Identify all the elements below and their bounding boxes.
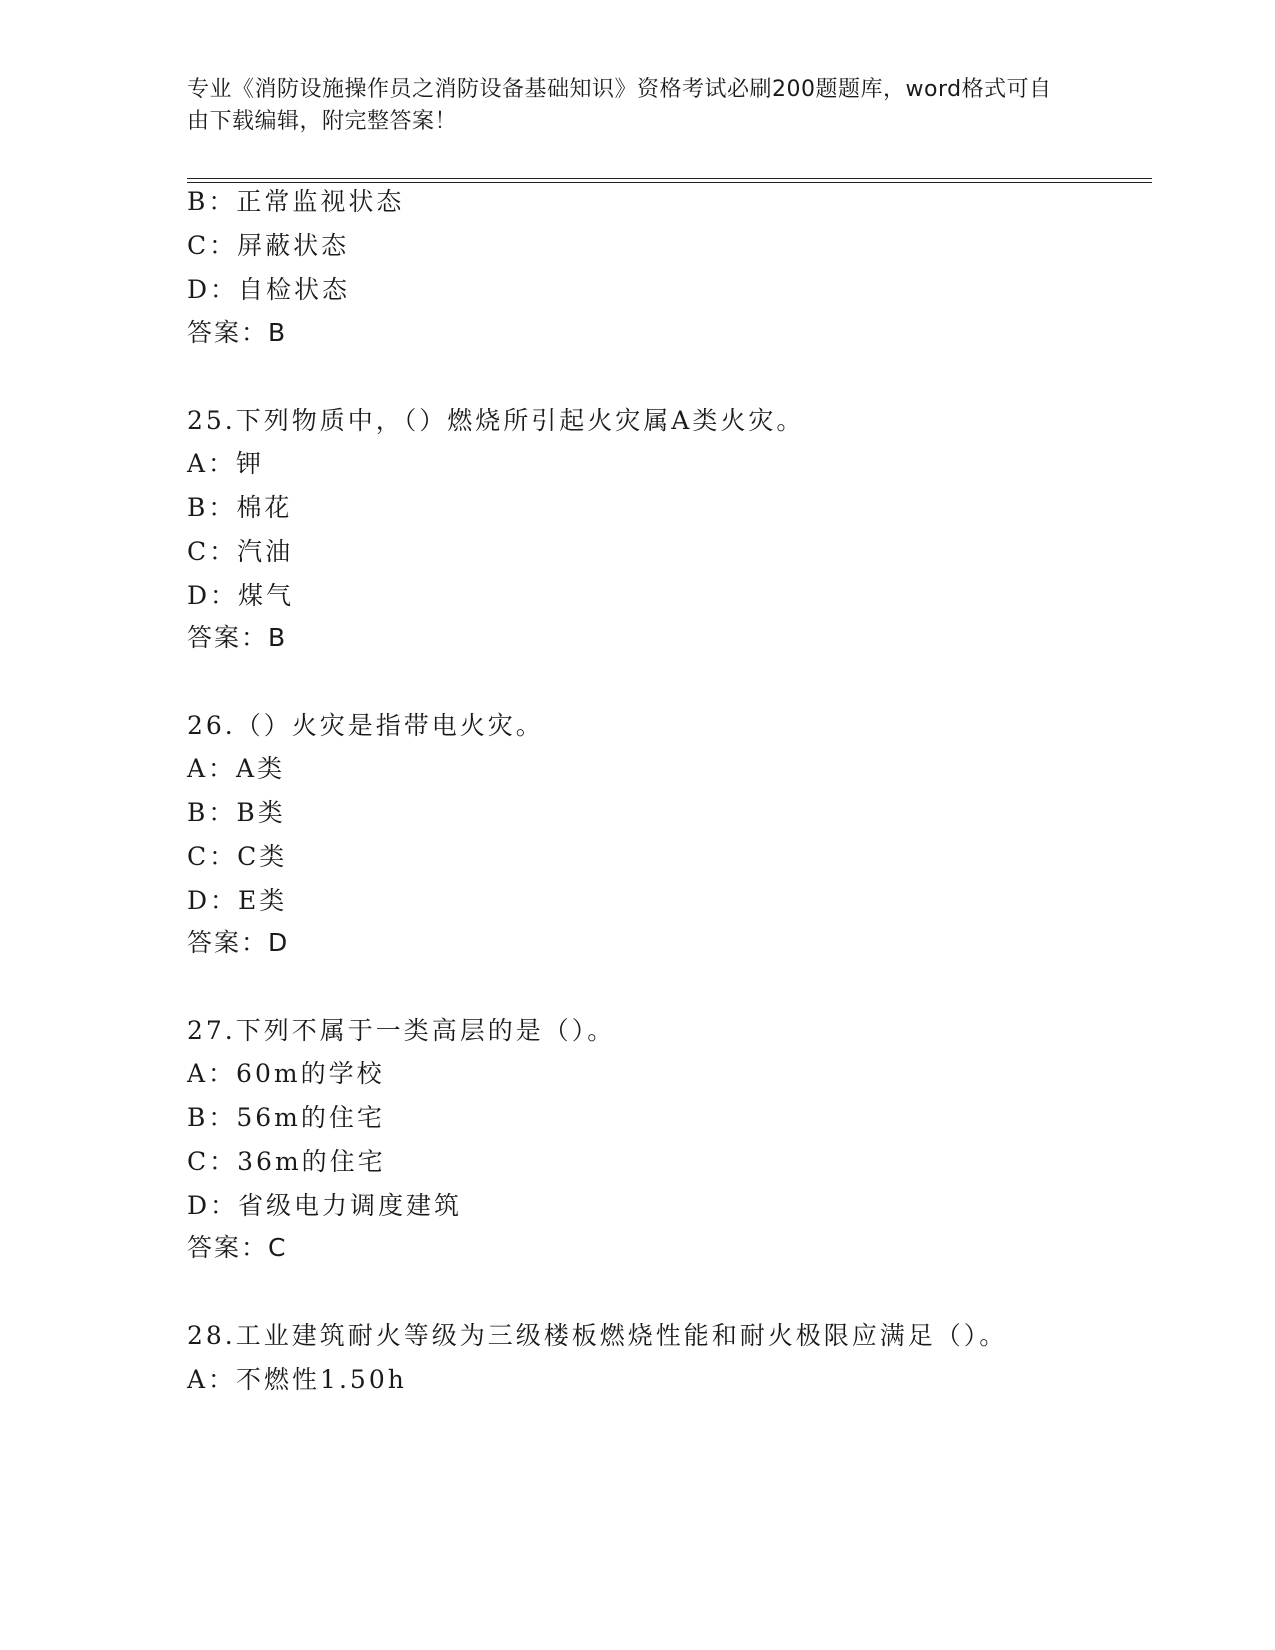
header-divider-bottom [187,182,1152,183]
option-c: C：汽油 [187,537,294,566]
option-a: A：钾 [187,449,265,478]
option-b: B：56m的住宅 [187,1103,385,1132]
header-divider-top [187,178,1152,179]
answer: 答案：B [187,623,288,652]
option-d: D：E类 [187,886,288,915]
option-a: A：A类 [187,754,286,783]
option-d: D：自检状态 [187,275,351,304]
answer: 答案：B [187,318,288,347]
option-c: C：C类 [187,842,288,871]
option-c: C：36m的住宅 [187,1147,386,1176]
option-d: D：省级电力调度建筑 [187,1191,463,1220]
option-b: B：正常监视状态 [187,187,405,216]
option-d: D：煤气 [187,581,295,610]
option-a: A：60m的学校 [187,1059,385,1088]
option-b: B：B类 [187,798,286,827]
answer: 答案：C [187,1233,288,1262]
question-stem: 27.下列不属于一类高层的是（）。 [187,1016,616,1045]
question-stem: 28.工业建筑耐火等级为三级楼板燃烧性能和耐火极限应满足（）。 [187,1321,1008,1350]
question-stem: 25.下列物质中，（）燃烧所引起火灾属A类火灾。 [187,406,805,435]
option-c: C：屏蔽状态 [187,231,350,260]
option-b: B：棉花 [187,493,293,522]
answer: 答案：D [187,928,290,957]
option-a: A：不燃性1.50h [187,1365,407,1394]
document-title: 专业《消防设施操作员之消防设备基础知识》资格考试必刷200题题库，word格式可自由下载编辑，附完整答案！ [187,77,1052,134]
question-stem: 26.（）火灾是指带电火灾。 [187,711,544,740]
